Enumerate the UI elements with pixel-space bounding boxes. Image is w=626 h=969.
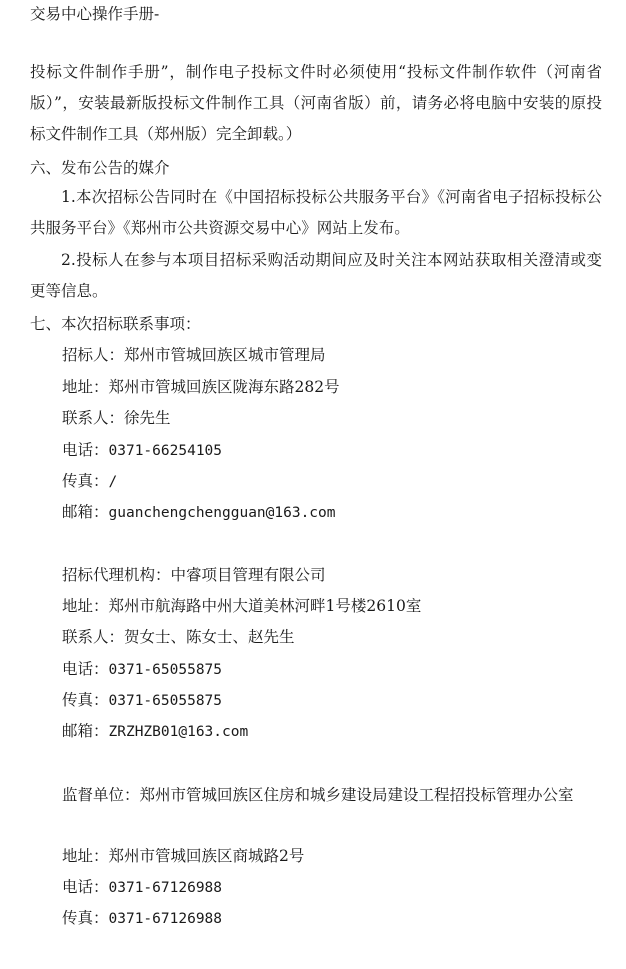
supervisor-phone-row [62,877,222,898]
agency-email-label: 邮箱： [62,722,109,740]
agency-contact-row [62,627,295,647]
agency-phone: 0371-65055875 [108,662,223,678]
supervisor-phone: 0371-67126988 [108,880,223,896]
supervisor-fax-row [62,908,222,929]
agency-fax-row [62,690,222,711]
tenderer-address: 郑州市管城回族区陇海东路282号 [108,378,340,396]
tenderer-phone-row [62,440,222,461]
tenderer-phone-label: 电话： [62,441,109,459]
tenderer-name-label: 招标人： [62,346,125,364]
agency-contact-label: 联系人： [62,628,125,646]
agency-phone-row [62,659,222,680]
tenderer-name: 郑州市管城回族区城市管理局 [124,346,326,364]
agency-name: 中睿项目管理有限公司 [170,566,326,584]
supervisor-address-label: 地址： [62,847,109,865]
section-five-paragraph: 投标文件制作手册”，制作电子投标文件时必须使用“投标文件制作软件（河南省版）”，安装最新版投标文件制作工具（河南省版）前，请务必将电脑中安装的原投标文件制作工具（郑州版）完全卸载。） [30,63,602,143]
supervisor-phone-label: 电话： [62,878,109,896]
supervisor-address: 郑州市管城回族区商城路2号 [108,847,305,865]
section-six-heading: 六、发布公告的媒介 [30,159,170,177]
agency-contact: 贺女士、陈女士、赵先生 [124,628,295,646]
tenderer-name-row [62,345,326,365]
tenderer-email-label: 邮箱： [62,503,109,521]
supervisor-name-label: 监督单位： [62,786,140,804]
section-six-item-2: 2.投标人在参与本项目招标采购活动期间应及时关注本网站获取相关澄清或变更等信息。 [30,251,602,300]
agency-address-label: 地址： [62,597,109,615]
tenderer-email: guanchengchengguan@163.com [108,505,336,521]
section-seven-heading: 七、本次招标联系事项： [30,315,201,333]
tenderer-phone: 0371-66254105 [108,443,223,459]
agency-address: 郑州市航海路中州大道美林河畔1号楼2610室 [108,597,422,615]
section-five-line1: 交易中心操作手册- [30,5,160,23]
supervisor-fax-label: 传真： [62,909,109,927]
supervisor-name: 郑州市管城回族区住房和城乡建设局建设工程招投标管理办公室 [139,786,574,804]
tenderer-fax-label: 传真： [62,472,109,490]
tenderer-email-row [62,502,336,523]
tenderer-contact-label: 联系人： [62,409,125,427]
agency-name-label: 招标代理机构： [62,566,171,584]
tenderer-contact: 徐先生 [124,409,171,427]
supervisor-fax: 0371-67126988 [108,911,223,927]
agency-email-row [62,721,248,742]
agency-address-row [62,596,421,616]
agency-email: ZRZHZB01@163.com [108,724,249,740]
supervisor-address-row [62,846,304,866]
tenderer-contact-row [62,408,171,428]
supervisor-name-row [30,776,602,814]
tenderer-address-row [62,377,340,397]
agency-name-row [62,565,326,585]
tenderer-address-label: 地址： [62,378,109,396]
agency-fax-label: 传真： [62,691,109,709]
agency-phone-label: 电话： [62,660,109,678]
section-six-item-1: 1.本次招标公告同时在《中国招标投标公共服务平台》《河南省电子招标投标公共服务平台》《郑州市公共资源交易中心》网站上发布。 [30,188,602,237]
tenderer-fax-row [62,471,117,492]
agency-fax: 0371-65055875 [108,693,223,709]
tenderer-fax: / [108,474,118,490]
